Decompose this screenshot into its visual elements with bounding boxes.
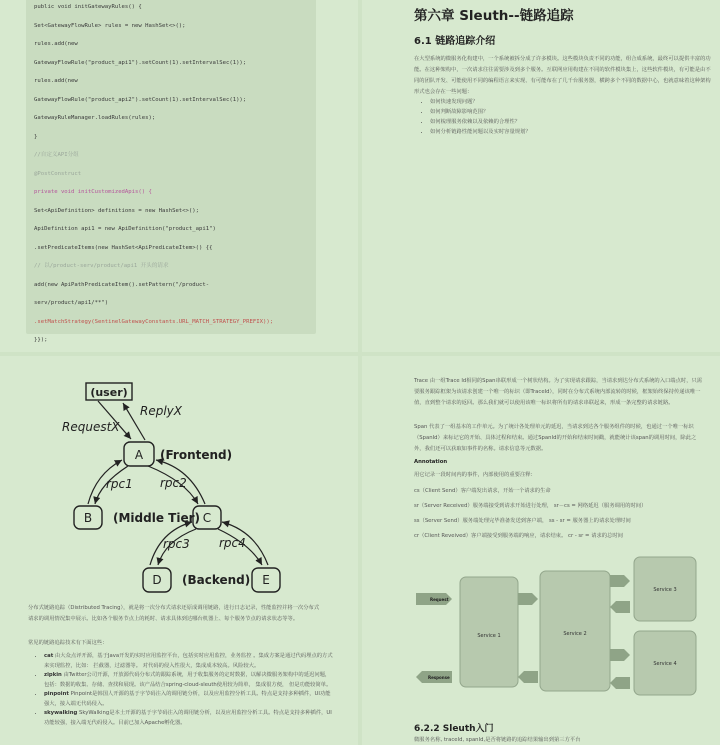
chapter-title: 第六章 Sleuth--链路追踪 — [414, 8, 574, 24]
tech-desc: 由Twitter公司开源，开放源代码分布式的跟踪系统，用于收集服务的定时数据，以解决微服务架构中的延迟问题，包括：数据的收集、存储、查找和展现。该产品结合spring-cloud-sleuth使用较为简单， 集成很方便， 但是功能较简单。 — [44, 672, 332, 688]
list-item — [44, 652, 334, 671]
code-comment: //自定义API分组 — [34, 152, 79, 158]
response-label-1: Response — [428, 675, 450, 680]
rpc3-label: rpc3 — [163, 537, 190, 551]
list-item: • 如何判断故障影响范围？ — [430, 107, 710, 117]
code-line: } — [34, 133, 38, 140]
tech-desc: SkyWalking是本土开源的基于字节码注入的调用链分析，以及应用监控分析工具。特点是支持多种插件，UI功能较强，接入端无代码侵入。目前已加入Apache孵化器。 — [44, 710, 332, 726]
rpc2-label: rpc2 — [160, 476, 187, 490]
section-heading: 6.1 链路追踪介绍 — [414, 36, 496, 47]
tech-desc: Pinpoint是韩国人开源的基于字节码注入的调用链分析，以及应用监控分析工具。特点是支持多种插件，UI功能强大，接入端无代码侵入。 — [44, 691, 331, 707]
section-heading-2: 6.2.2 Sleuth入门 — [414, 724, 494, 734]
question-list — [418, 97, 710, 137]
intro-paragraph: 在大型系统的微服务化构建中，一个系统被拆分成了许多模块。这些模块负责不同的功能，组合成系统，最终可以提供丰富的功能。在这种架构中，一次请求往往需要涉及到多个服务。互联网应用构建在不同的软件模块集上，这些软件模块，有可能是由不同的团队开发、可能使用不同的编程语言来实现、有可能布在了几千台服务器，横跨多个不同的数据中心，也就意味着这种架构形式也会存在一些问题： — [414, 56, 711, 95]
code-line: }}); — [34, 337, 48, 343]
code-annotation: @PostConstruct — [34, 170, 82, 177]
list-item — [44, 690, 334, 709]
rpc1-label: rpc1 — [106, 477, 133, 491]
tech-name: skywalking — [44, 710, 78, 716]
event-cs: cs（Client Send）客户端发出请求，开始一个请求的生命 — [414, 488, 551, 494]
tracing-intro: 分布式链路追踪（Distributed Tracing），就是将一次分布式请求还原成调用链路，进行日志记录，性能监控并将一次分布式请求的调用情况集中展示。比如各个服务节点上的耗时、请求具体到达哪台机器上、每个服务节点的请求状态等等。 — [28, 605, 320, 622]
event-ss: ss（Server Send）服务端处理完毕准备发送到客户端， ss - sr = 服务器上的请求处理时间 — [414, 518, 631, 524]
service-1-label: Service 1 — [477, 633, 501, 639]
code-panel — [0, 0, 358, 352]
response-arrow-3 — [610, 601, 630, 613]
call-tree-diagram — [0, 356, 358, 596]
span-paragraph: Span 代表了一组基本的工作单元。为了统计各处理单元的延迟，当请求到达各个服务组件的时候，也通过一个唯一标识（SpanId）来标记它的开始、具体过程和结束。通过SpanId的开始和结束时间戳，就能统计该span的调用时间，除此之外，我们还可以获取如事件的名称。请求信息等元数据。 — [414, 424, 697, 452]
frontend-label: (Frontend) — [160, 448, 233, 462]
list-item — [44, 709, 334, 728]
annotation-intro: 用它记录一段时间内的事件，内部使用的重要注释： — [414, 472, 536, 478]
backend-label: (Backend) — [182, 573, 251, 587]
request-label-1: Request — [430, 597, 449, 602]
rpc4-label: rpc4 — [219, 536, 246, 550]
user-label: (user) — [90, 386, 128, 399]
service-2-label: Service 2 — [563, 631, 587, 637]
list-item — [44, 671, 334, 690]
annotation-heading: Annotation — [414, 459, 448, 465]
reply-label: ReplyX — [140, 404, 182, 418]
code-line: Set<ApiDefinition> definitions = new HashSet<>(); — [34, 207, 200, 214]
code-line: public void initGatewayRules() { — [34, 4, 142, 10]
code-line: ApiDefinition api1 = new ApiDefinition("product_api1") — [34, 226, 216, 232]
event-sr: sr（Server Received）服务端接受到请求开始进行处理， sr－cs = 网络延迟（服务调用的时间） — [414, 503, 647, 509]
section2-text: 微服务名称, traceId, spanId,是否将链路的追踪结果输出到第三方平台 — [414, 737, 581, 743]
tech-name: cat — [44, 653, 54, 659]
node-a-label: A — [134, 448, 144, 462]
tracing-panel — [0, 356, 358, 745]
request-arrow-3 — [610, 575, 630, 587]
request-arrow-4 — [610, 649, 630, 661]
code-text — [34, 0, 308, 350]
middle-tier-label: (Middle Tier) — [113, 511, 200, 525]
code-line: Set<GatewayFlowRule> rules = new HashSet<>(); — [34, 22, 186, 29]
code-line: rules.add(new — [34, 41, 78, 47]
code-line: private void initCustomizedApis() { — [34, 189, 152, 195]
tech-list — [32, 652, 334, 728]
request-label: RequestX — [62, 420, 120, 434]
code-line: GatewayRuleManager.loadRules(rules); — [34, 115, 156, 121]
code-line: add(new ApiPathPredicateItem().setPattern("/product- — [34, 281, 210, 288]
code-block — [26, 0, 316, 343]
service-1-box — [460, 577, 518, 687]
list-item: • 如何快速发现问题？ — [430, 97, 710, 107]
response-arrow-4 — [610, 677, 630, 689]
request-arrow-2 — [518, 593, 538, 605]
code-line: GatewayFlowRule("product_api1").setCount(1).setIntervalSec(1)); — [34, 59, 247, 66]
code-line: .setPredicateItems(new HashSet<ApiPredicateItem>() {{ — [34, 244, 213, 251]
service-4-label: Service 4 — [653, 661, 677, 667]
event-cr: cr（Client Reveived）客户端接受到服务端的响应，请求结束。 cr - sr = 请求的总时间 — [414, 533, 623, 539]
tech-desc: 由大众点评开源，基于Java开发的实时应用监控平台，包括实时应用监控，业务监控 。集成方案是通过代码埋点的方式来实现监控，比如： 拦截器，过滤器等。 对代码的侵入性很大，集成成本较高。风险较大。 — [44, 653, 333, 669]
node-c-label: C — [202, 511, 212, 525]
tech-name: pinpoint — [44, 691, 69, 697]
service-3-label: Service 3 — [653, 587, 677, 593]
code-line: rules.add(new — [34, 78, 78, 84]
code-comment: // 以/product-serv/product/api1 开头的请求 — [34, 263, 169, 269]
node-b-label: B — [83, 511, 93, 525]
tech-heading: 常见的链路追踪技术有下面这些： — [28, 640, 108, 646]
tech-name: zipkin — [44, 672, 62, 678]
code-line: .setMatchStrategy(SentinelGatewayConstants.URL_MATCH_STRATEGY_PREFIX)); — [34, 318, 274, 325]
response-arrow-2 — [518, 671, 538, 683]
node-d-label: D — [152, 573, 162, 587]
code-line: GatewayFlowRule("product_api2").setCount(1).setIntervalSec(1)); — [34, 96, 247, 103]
sleuth-panel — [362, 356, 720, 745]
node-e-label: E — [262, 573, 270, 587]
span-flow-diagram — [412, 553, 712, 703]
trace-paragraph: Trace 由一组Trace Id相同的Span串联形成一个树状结构。为了实现请求跟踪，当请求到达分布式系统的入口端点时，只需要服务跟踪框架为该请求创建一个唯一的标识（即TraceId），同时在分布式系统内部流转的时候，框架始终保持传递该唯一值，直到整个请求的返回。那么我们就可以使用该唯一标识将所有的请求串联起来，形成一条完整的请求链路。 — [414, 378, 703, 406]
code-line: serv/product/api1/**") — [34, 300, 109, 306]
list-item: • 如何分析链路性能问题以及实时容量规划？ — [430, 127, 710, 137]
chapter-panel — [362, 0, 720, 352]
list-item: • 如何梳理服务依赖以及依赖的合理性？ — [430, 117, 710, 127]
